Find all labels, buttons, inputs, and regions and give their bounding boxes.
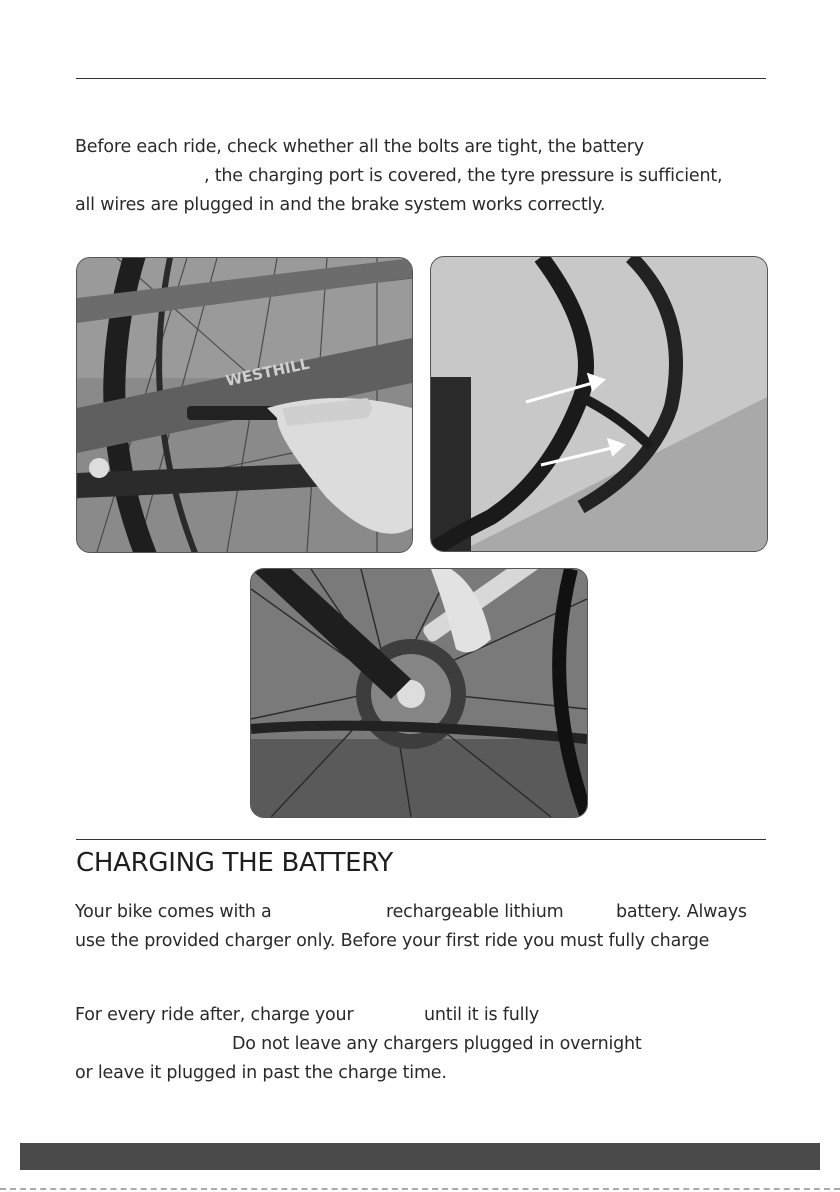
inspection-paragraph [75, 133, 722, 220]
photo-battery-connector [76, 257, 413, 553]
charging-p1-line-2: use the provided charger only. Before your first ride you must fully charge [75, 931, 710, 951]
photo-wires [430, 256, 768, 552]
top-divider [76, 78, 766, 79]
charging-p1-seg-b: rechargeable lithium [386, 902, 564, 922]
photo1-brand-text: WESTHILL [224, 354, 312, 390]
section-divider [76, 839, 766, 840]
charging-paragraph-2 [75, 1001, 765, 1088]
inspection-line-2: , the charging port is covered, the tyre pressure is sufficient, [204, 166, 723, 186]
charging-p2-line-2: Do not leave any chargers plugged in overnight [232, 1034, 642, 1054]
charging-p2-line-3: or leave it plugged in past the charge time. [75, 1063, 447, 1083]
charging-paragraph-1 [75, 898, 765, 956]
page-edge-dashes [0, 1188, 840, 1190]
footer-bar [20, 1143, 820, 1170]
inspection-line-1: Before each ride, check whether all the bolts are tight, the battery [75, 137, 644, 157]
charging-p1-seg-c: battery. Always [616, 902, 747, 922]
inspection-line-3: all wires are plugged in and the brake system works correctly. [75, 195, 606, 215]
photo-rear-wheel [250, 568, 588, 818]
charging-p2-seg-a: For every ride after, charge your [75, 1005, 354, 1025]
charging-p1-seg-a: Your bike comes with a [75, 902, 272, 922]
charging-p2-seg-b: until it is fully [424, 1005, 540, 1025]
section-heading: CHARGING THE BATTERY [76, 848, 393, 878]
